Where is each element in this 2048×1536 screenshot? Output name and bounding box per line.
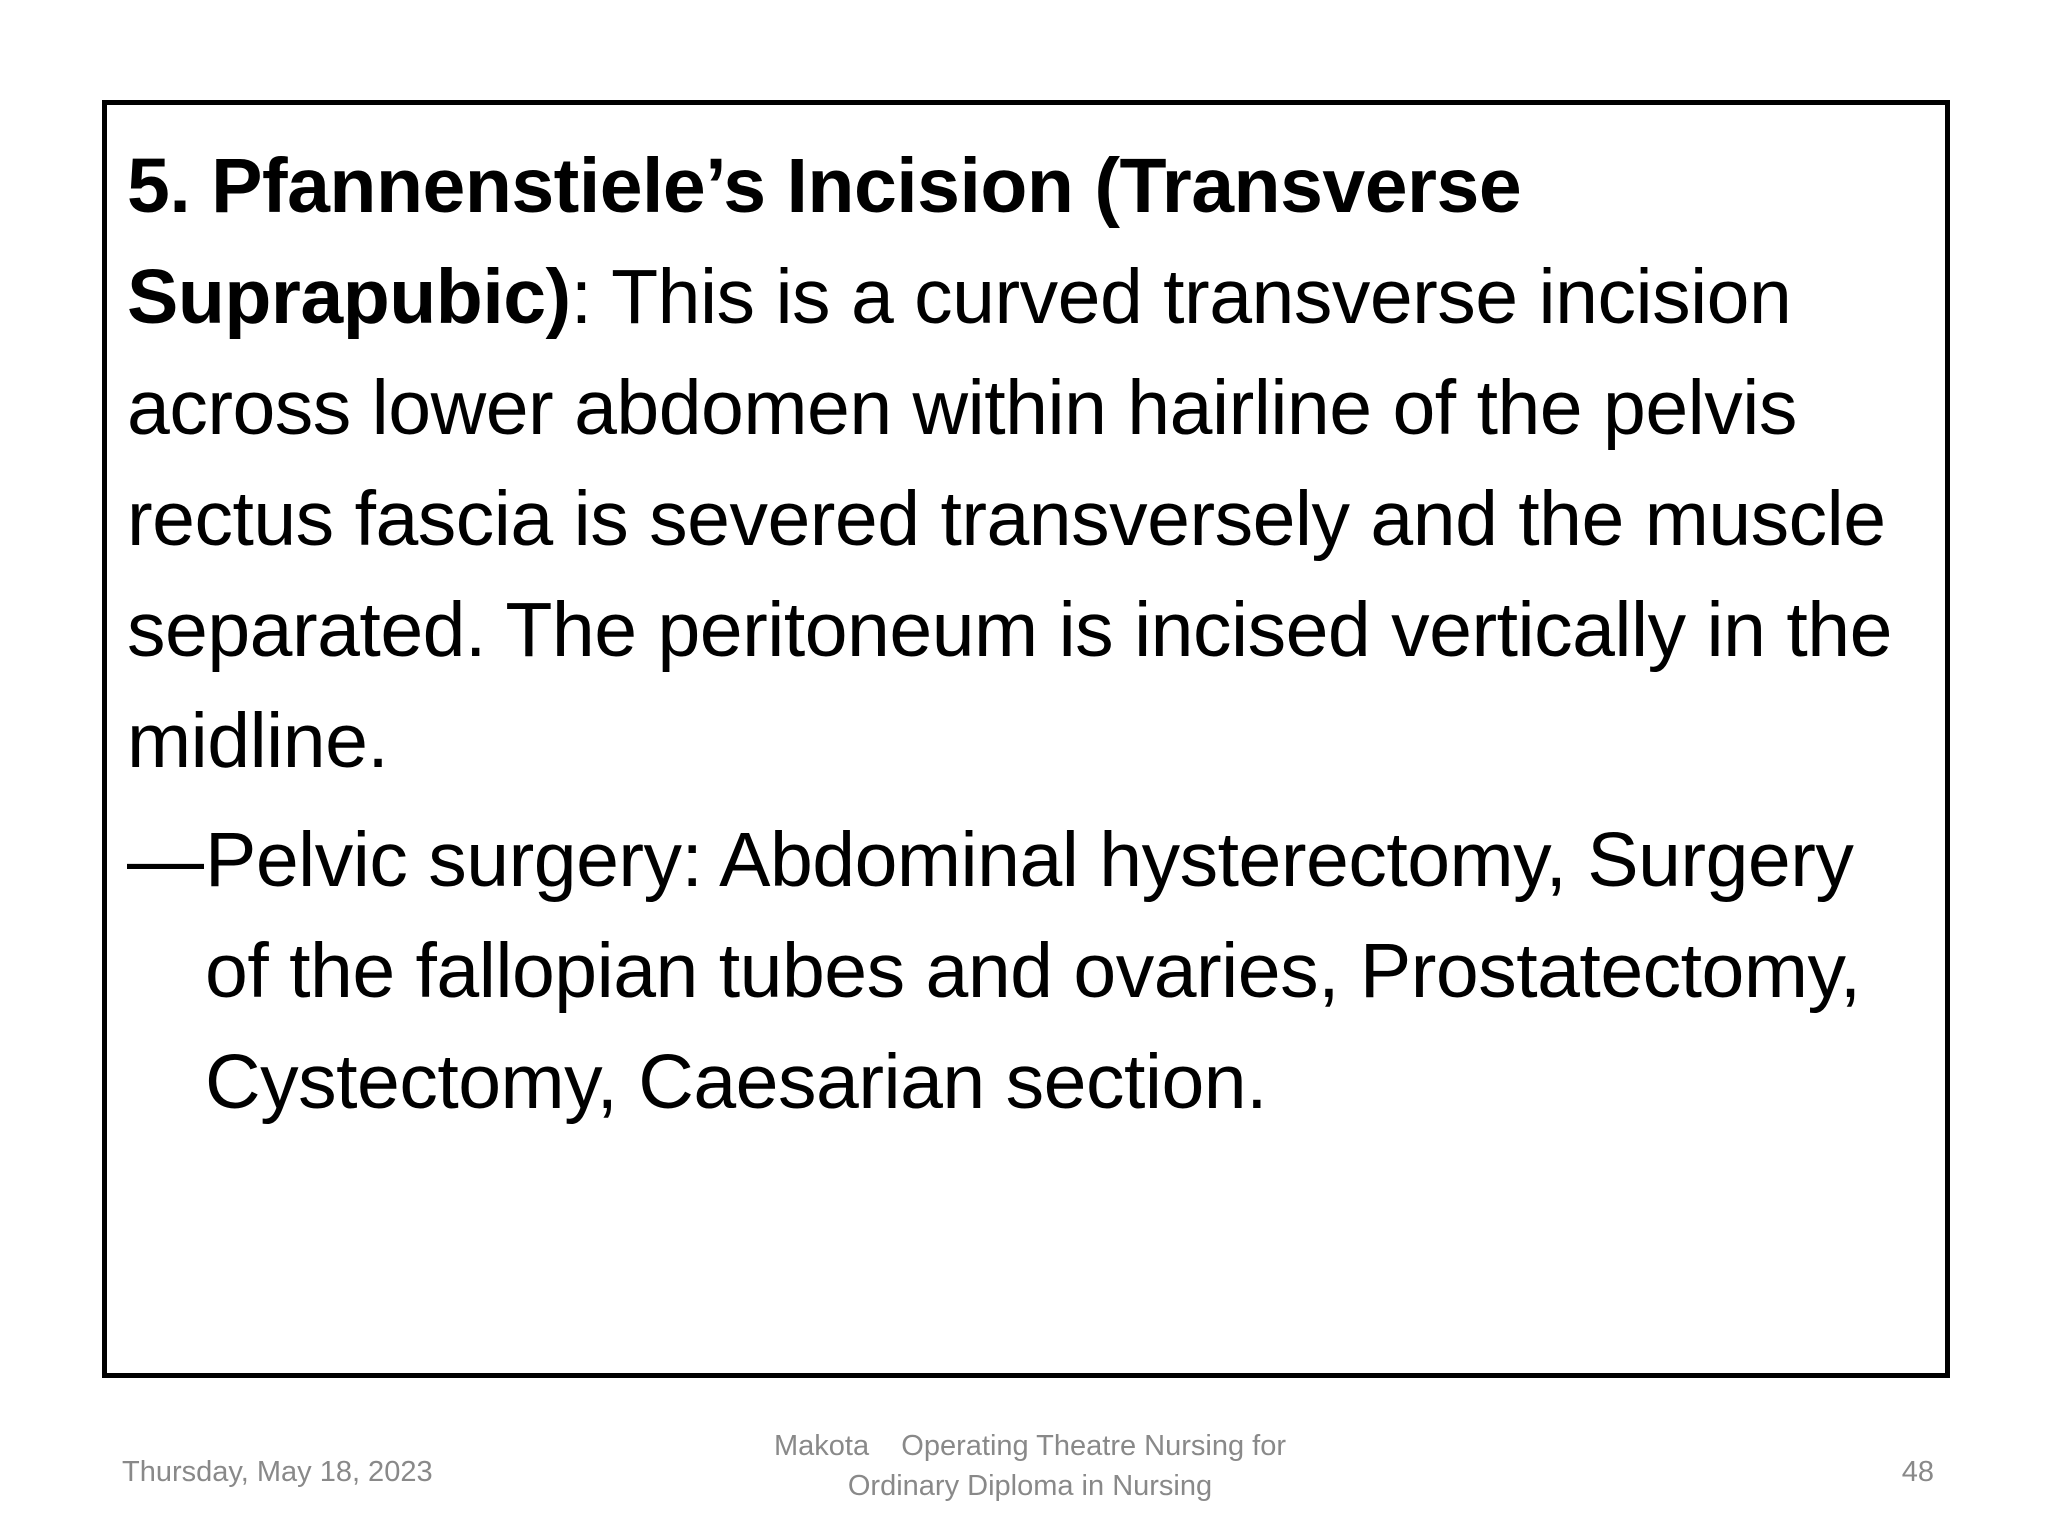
- footer-title: [700, 1426, 1360, 1506]
- footer-title-line-2: Ordinary Diploma in Nursing: [847, 1470, 1213, 1502]
- slide-content-box: [102, 100, 1950, 1378]
- bullet-dash-icon: —: [127, 817, 204, 903]
- incision-description-text: : This is a curved transverse incision across lower abdomen within hairline of the pelvis rectus fascia is severed transversely and the muscle separated. The peritoneum is incised vertically in the midline.: [127, 254, 1892, 784]
- incision-description: [127, 131, 1917, 797]
- footer-date: Thursday, May 18, 2023: [122, 1456, 433, 1488]
- page-number: 48: [1901, 1456, 1934, 1488]
- bullet-text: Pelvic surgery: Abdominal hysterectomy, Surgery of the fallopian tubes and ovaries, Prostatectomy, Cystectomy, Caesarian section.: [205, 817, 1861, 1125]
- bullet-item: [127, 805, 1917, 1138]
- footer-title-line-1: Makota Operating Theatre Nursing for: [773, 1430, 1287, 1462]
- incision-heading: 5. Pfannenstiele’s Incision (Transverse Suprapubic): [127, 143, 1522, 340]
